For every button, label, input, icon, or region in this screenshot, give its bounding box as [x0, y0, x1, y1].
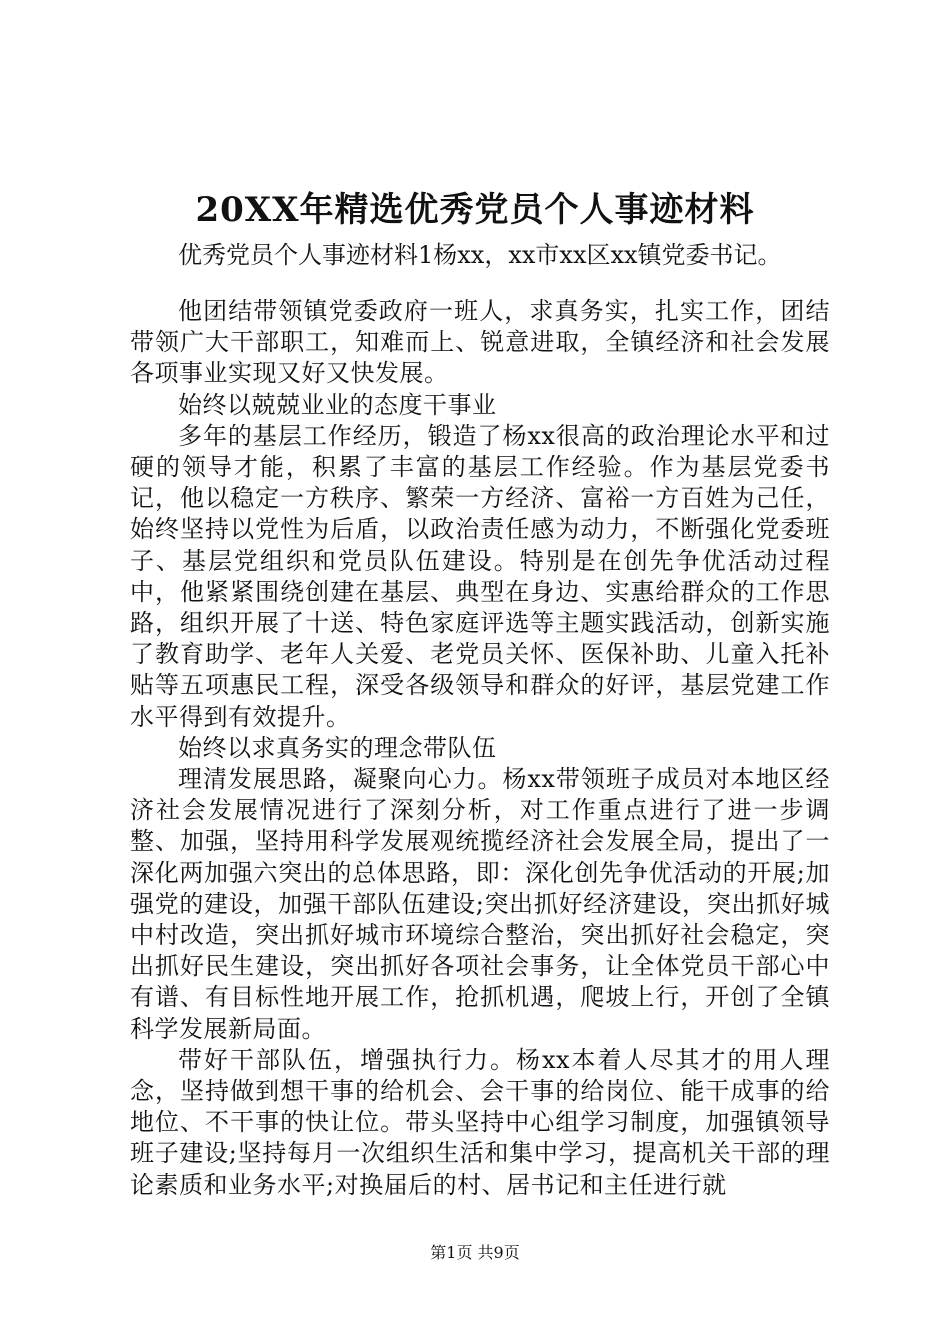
intro-line: 优秀党员个人事迹材料1杨xx，xx市xx区xx镇党委书记。: [178, 241, 782, 269]
document-body: [130, 296, 830, 1201]
section-heading: 始终以求真务实的理念带队伍: [178, 733, 497, 762]
document-title: 20XX年精选优秀党员个人事迹材料: [195, 190, 755, 230]
body-paragraph: 带好干部队伍，增强执行力。杨xx本着人尽其才的用人理念，坚持做到想干事的给机会、会干事的给岗位、能干成事的给地位、不干事的快让位。带头坚持中心组学习制度，加强镇领导班子建设;坚持每月一次组织生活和集中学习，提高机关干部的理论素质和业务水平;对换届后的村、居书记和主任进行就: [130, 1045, 830, 1199]
body-paragraph: 多年的基层工作经历，锻造了杨xx很高的政治理论水平和过硬的领导才能，积累了丰富的基层工作经验。作为基层党委书记，他以稳定一方秩序、繁荣一方经济、富裕一方百姓为己任，始终坚持以党性为后盾，以政治责任感为动力，不断强化党委班子、基层党组织和党员队伍建设。特别是在创先争优活动过程中，他紧紧围绕创建在基层、典型在身边、实惠给群众的工作思路，组织开展了十送、特色家庭评选等主题实践活动，创新实施了教育助学、老年人关爱、老党员关怀、医保补助、儿童入托补贴等五项惠民工程，深受各级领导和群众的好评，基层党建工作水平得到有效提升。: [130, 421, 830, 731]
page-footer: 第1页 共9页: [430, 1243, 520, 1262]
body-paragraph: 理清发展思路，凝聚向心力。杨xx带领班子成员对本地区经济社会发展情况进行了深刻分析，对工作重点进行了进一步调整、加强，坚持用科学发展观统揽经济社会发展全局，提出了一深化两加强六突出的总体思路，即：深化创先争优活动的开展;加强党的建设，加强干部队伍建设;突出抓好经济建设，突出抓好城中村改造，突出抓好城市环境综合整治，突出抓好社会稳定，突出抓好民生建设，突出抓好各项社会事务，让全体党员干部心中有谱、有目标性地开展工作，抢抓机遇，爬坡上行，开创了全镇科学发展新局面。: [130, 765, 830, 1043]
section-heading: 始终以兢兢业业的态度干事业: [178, 390, 497, 419]
body-paragraph: 他团结带领镇党委政府一班人，求真务实，扎实工作，团结带领广大干部职工，知难而上、锐意进取，全镇经济和社会发展各项事业实现又好又快发展。: [130, 297, 830, 388]
